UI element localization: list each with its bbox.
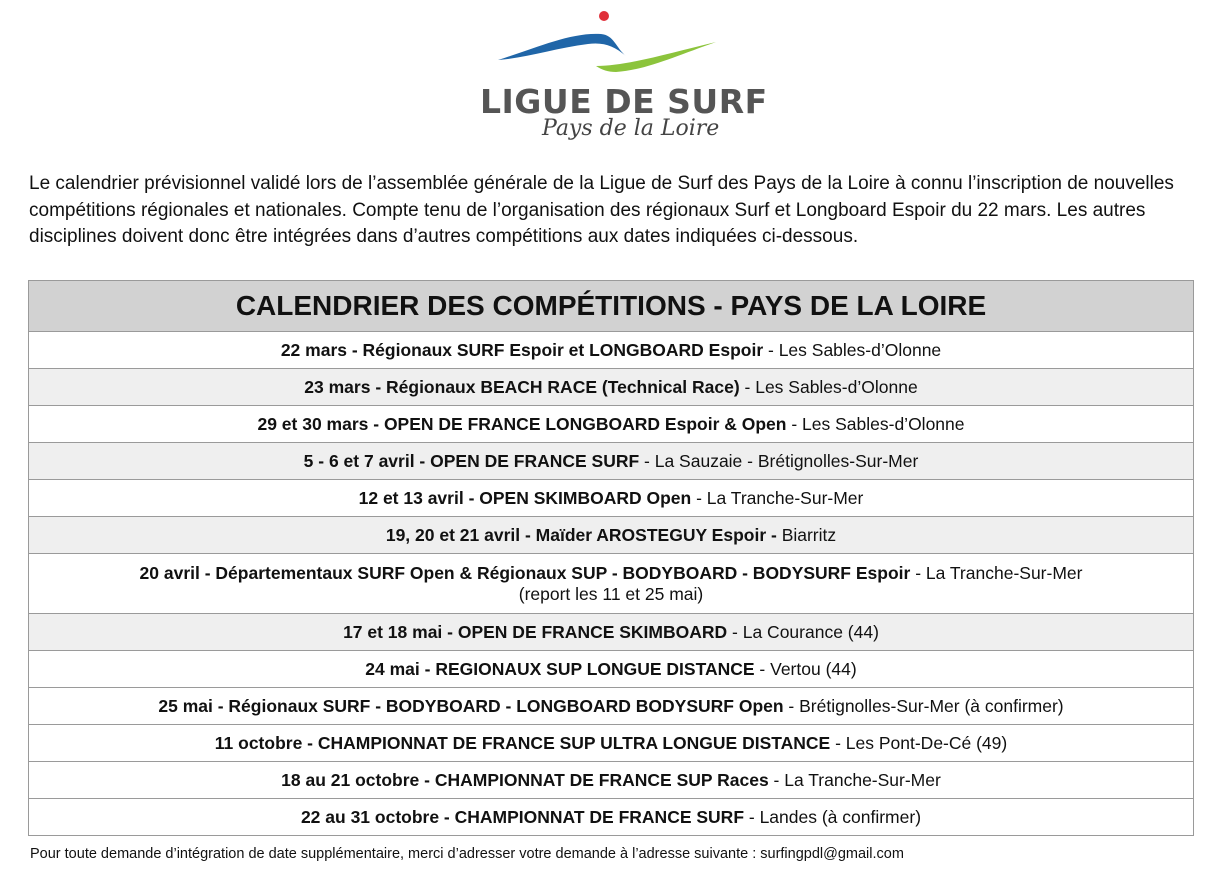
event-name: 17 et 18 mai - OPEN DE FRANCE SKIMBOARD	[343, 621, 728, 642]
calendar-row	[29, 517, 1193, 554]
footer-contact-note: Pour toute demande d’intégration de date supplémentaire, merci d’adresser votre demande à l’adresse suivante : surfingpdl@gmail.com	[30, 846, 904, 862]
event-location: - La Courance (44)	[727, 621, 879, 642]
intro-paragraph: Le calendrier prévisionnel validé lors de l’assemblée générale de la Ligue de Surf des Pays de la Loire à connu l’inscription de nouvelles compétitions régionales et nationales. Compte tenu de l’organisation des régionaux Surf et Longboard Espoir du 22 mars. Les autres disciplines doivent donc être intégrées dans d’autres compétitions aux dates indiquées ci-dessous.	[29, 173, 1174, 247]
calendar-row	[29, 480, 1193, 517]
event-location: - Les Sables-d’Olonne	[739, 376, 918, 397]
event-note: (report les 11 et 25 mai)	[518, 583, 704, 604]
event-location: - Les Pont-De-Cé (49)	[830, 732, 1008, 753]
red-dot-icon	[599, 11, 609, 21]
blue-wave-icon	[498, 34, 626, 60]
event-name: 25 mai - Régionaux SURF - BODYBOARD - LONGBOARD BODYSURF Open	[158, 695, 784, 716]
calendar-row	[29, 369, 1193, 406]
event-name: 22 au 31 octobre - CHAMPIONNAT DE FRANCE SURF	[300, 806, 745, 827]
event-name: 20 avril - Départementaux SURF Open & Régionaux SUP - BODYBOARD - BODYSURF Espoir	[139, 562, 911, 583]
calendar-row	[29, 614, 1193, 651]
competition-calendar-table	[28, 280, 1194, 836]
calendar-row	[29, 762, 1193, 799]
event-name: 19, 20 et 21 avril - Maïder AROSTEGUY Espoir -	[385, 524, 777, 545]
calendar-row	[29, 554, 1193, 614]
event-location: - Les Sables-d’Olonne	[786, 413, 965, 434]
event-name: 5 - 6 et 7 avril - OPEN DE FRANCE SURF	[303, 450, 640, 471]
league-logo	[476, 8, 768, 158]
event-name: 12 et 13 avril - OPEN SKIMBOARD Open	[358, 487, 692, 508]
event-location: Biarritz	[776, 524, 837, 545]
event-name: 23 mars - Régionaux BEACH RACE (Technical Race)	[304, 376, 740, 397]
calendar-row	[29, 406, 1193, 443]
event-location: - Vertou (44)	[754, 658, 857, 679]
event-name: 24 mai - REGIONAUX SUP LONGUE DISTANCE	[365, 658, 755, 679]
calendar-row	[29, 332, 1193, 369]
event-location: - La Tranche-Sur-Mer	[691, 487, 864, 508]
logo-title: LIGUE DE SURF	[480, 82, 768, 121]
calendar-row	[29, 688, 1193, 725]
calendar-row	[29, 651, 1193, 688]
calendar-row	[29, 799, 1193, 836]
event-name: 11 octobre - CHAMPIONNAT DE FRANCE SUP ULTRA LONGUE DISTANCE	[214, 732, 831, 753]
calendar-row	[29, 725, 1193, 762]
event-location: - Les Sables-d’Olonne	[763, 339, 942, 360]
calendar-row	[29, 443, 1193, 480]
wave-emblem	[476, 8, 746, 88]
event-name: 18 au 21 octobre - CHAMPIONNAT DE FRANCE SUP Races	[281, 769, 769, 790]
logo-subtitle: Pays de la Loire	[542, 116, 720, 141]
event-location: - La Tranche-Sur-Mer	[910, 562, 1083, 583]
event-location: - Brétignolles-Sur-Mer (à confirmer)	[783, 695, 1064, 716]
event-name: 29 et 30 mars - OPEN DE FRANCE LONGBOARD Espoir & Open	[257, 413, 787, 434]
calendar-title: CALENDRIER DES COMPÉTITIONS - PAYS DE LA LOIRE	[29, 281, 1193, 332]
event-location: - Landes (à confirmer)	[744, 806, 922, 827]
event-location: - La Sauzaie - Brétignolles-Sur-Mer	[639, 450, 919, 471]
event-name: 22 mars - Régionaux SURF Espoir et LONGBOARD Espoir	[280, 339, 764, 360]
event-location: - La Tranche-Sur-Mer	[768, 769, 941, 790]
